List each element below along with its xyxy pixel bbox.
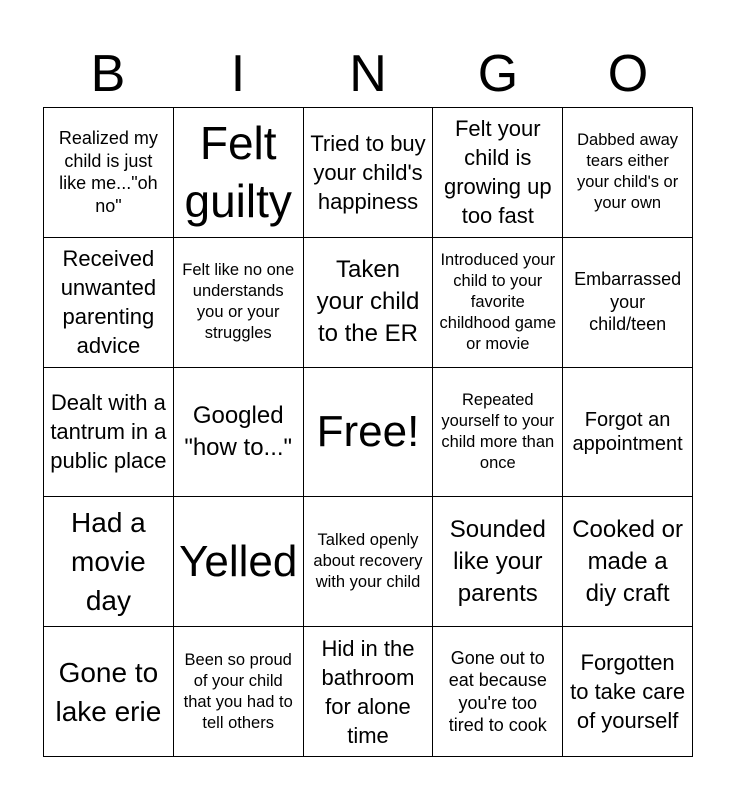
bingo-cell[interactable] xyxy=(563,497,693,627)
free-space-cell[interactable] xyxy=(304,368,434,498)
cell-text: Talked openly about recovery with your child xyxy=(313,531,423,592)
cell-text: Been so proud of your child that you had to tell others xyxy=(183,650,293,732)
cell-text: Felt like no one understands you or your struggles xyxy=(182,261,295,343)
cell-text: Introduced your child to your favorite childhood game or movie xyxy=(439,250,557,353)
bingo-cell[interactable] xyxy=(563,627,693,757)
bingo-cell[interactable] xyxy=(44,368,174,498)
cell-text: Received unwanted parenting advice xyxy=(60,246,157,359)
cell-text: Forgot an appointment xyxy=(572,408,683,455)
free-space-text: Free! xyxy=(316,406,420,456)
bingo-cell[interactable] xyxy=(44,238,174,368)
cell-text: Taken your child to the ER xyxy=(316,256,420,348)
cell-text: Gone to lake erie xyxy=(55,656,162,727)
bingo-cell[interactable] xyxy=(433,368,563,498)
bingo-cell[interactable] xyxy=(304,627,434,757)
cell-text: Had a movie day xyxy=(71,507,146,617)
bingo-cell[interactable] xyxy=(174,108,304,238)
bingo-cell[interactable] xyxy=(563,368,693,498)
header-letter-n: N xyxy=(349,45,387,103)
cell-text: Googled "how to..." xyxy=(184,401,293,461)
bingo-cell[interactable] xyxy=(174,627,304,757)
bingo-cell[interactable] xyxy=(433,627,563,757)
bingo-cell[interactable] xyxy=(433,108,563,238)
cell-text: Realized my child is just like me..."oh no" xyxy=(58,128,158,216)
cell-text: Dealt with a tantrum in a public place xyxy=(50,390,167,474)
bingo-cell[interactable] xyxy=(44,108,174,238)
bingo-cell[interactable] xyxy=(44,497,174,627)
cell-text: Hid in the bathroom for alone time xyxy=(321,635,415,748)
bingo-cell[interactable] xyxy=(174,368,304,498)
bingo-cell[interactable] xyxy=(433,238,563,368)
cell-text: Dabbed away tears either your child's or your own xyxy=(576,131,679,213)
bingo-cell[interactable] xyxy=(563,238,693,368)
header-letter-o: O xyxy=(607,45,649,103)
cell-text: Gone out to eat because you're too tired to cook xyxy=(448,647,547,736)
bingo-header xyxy=(43,40,693,108)
bingo-cell[interactable] xyxy=(304,497,434,627)
cell-text: Tried to buy your child's happiness xyxy=(310,130,426,214)
cell-text: Sounded like your parents xyxy=(449,515,546,607)
bingo-cell[interactable] xyxy=(174,497,304,627)
bingo-cell[interactable] xyxy=(174,238,304,368)
bingo-board xyxy=(43,107,693,757)
cell-text: Yelled xyxy=(179,536,298,586)
bingo-cell[interactable] xyxy=(44,627,174,757)
header-letter-i: I xyxy=(230,45,246,103)
cell-text: Felt guilty xyxy=(184,117,292,228)
header-letter-b: B xyxy=(90,45,126,103)
cell-text: Cooked or made a diy craft xyxy=(572,515,683,607)
cell-text: Forgotten to take care of yourself xyxy=(570,650,686,734)
cell-text: Felt your child is growing up too fast xyxy=(443,116,552,229)
bingo-cell[interactable] xyxy=(304,238,434,368)
bingo-cell[interactable] xyxy=(563,108,693,238)
bingo-cell[interactable] xyxy=(433,497,563,627)
cell-text: Repeated yourself to your child more than once xyxy=(441,390,555,472)
bingo-cell[interactable] xyxy=(304,108,434,238)
header-letter-g: G xyxy=(477,45,519,103)
cell-text: Embarrassed your child/teen xyxy=(574,269,682,335)
